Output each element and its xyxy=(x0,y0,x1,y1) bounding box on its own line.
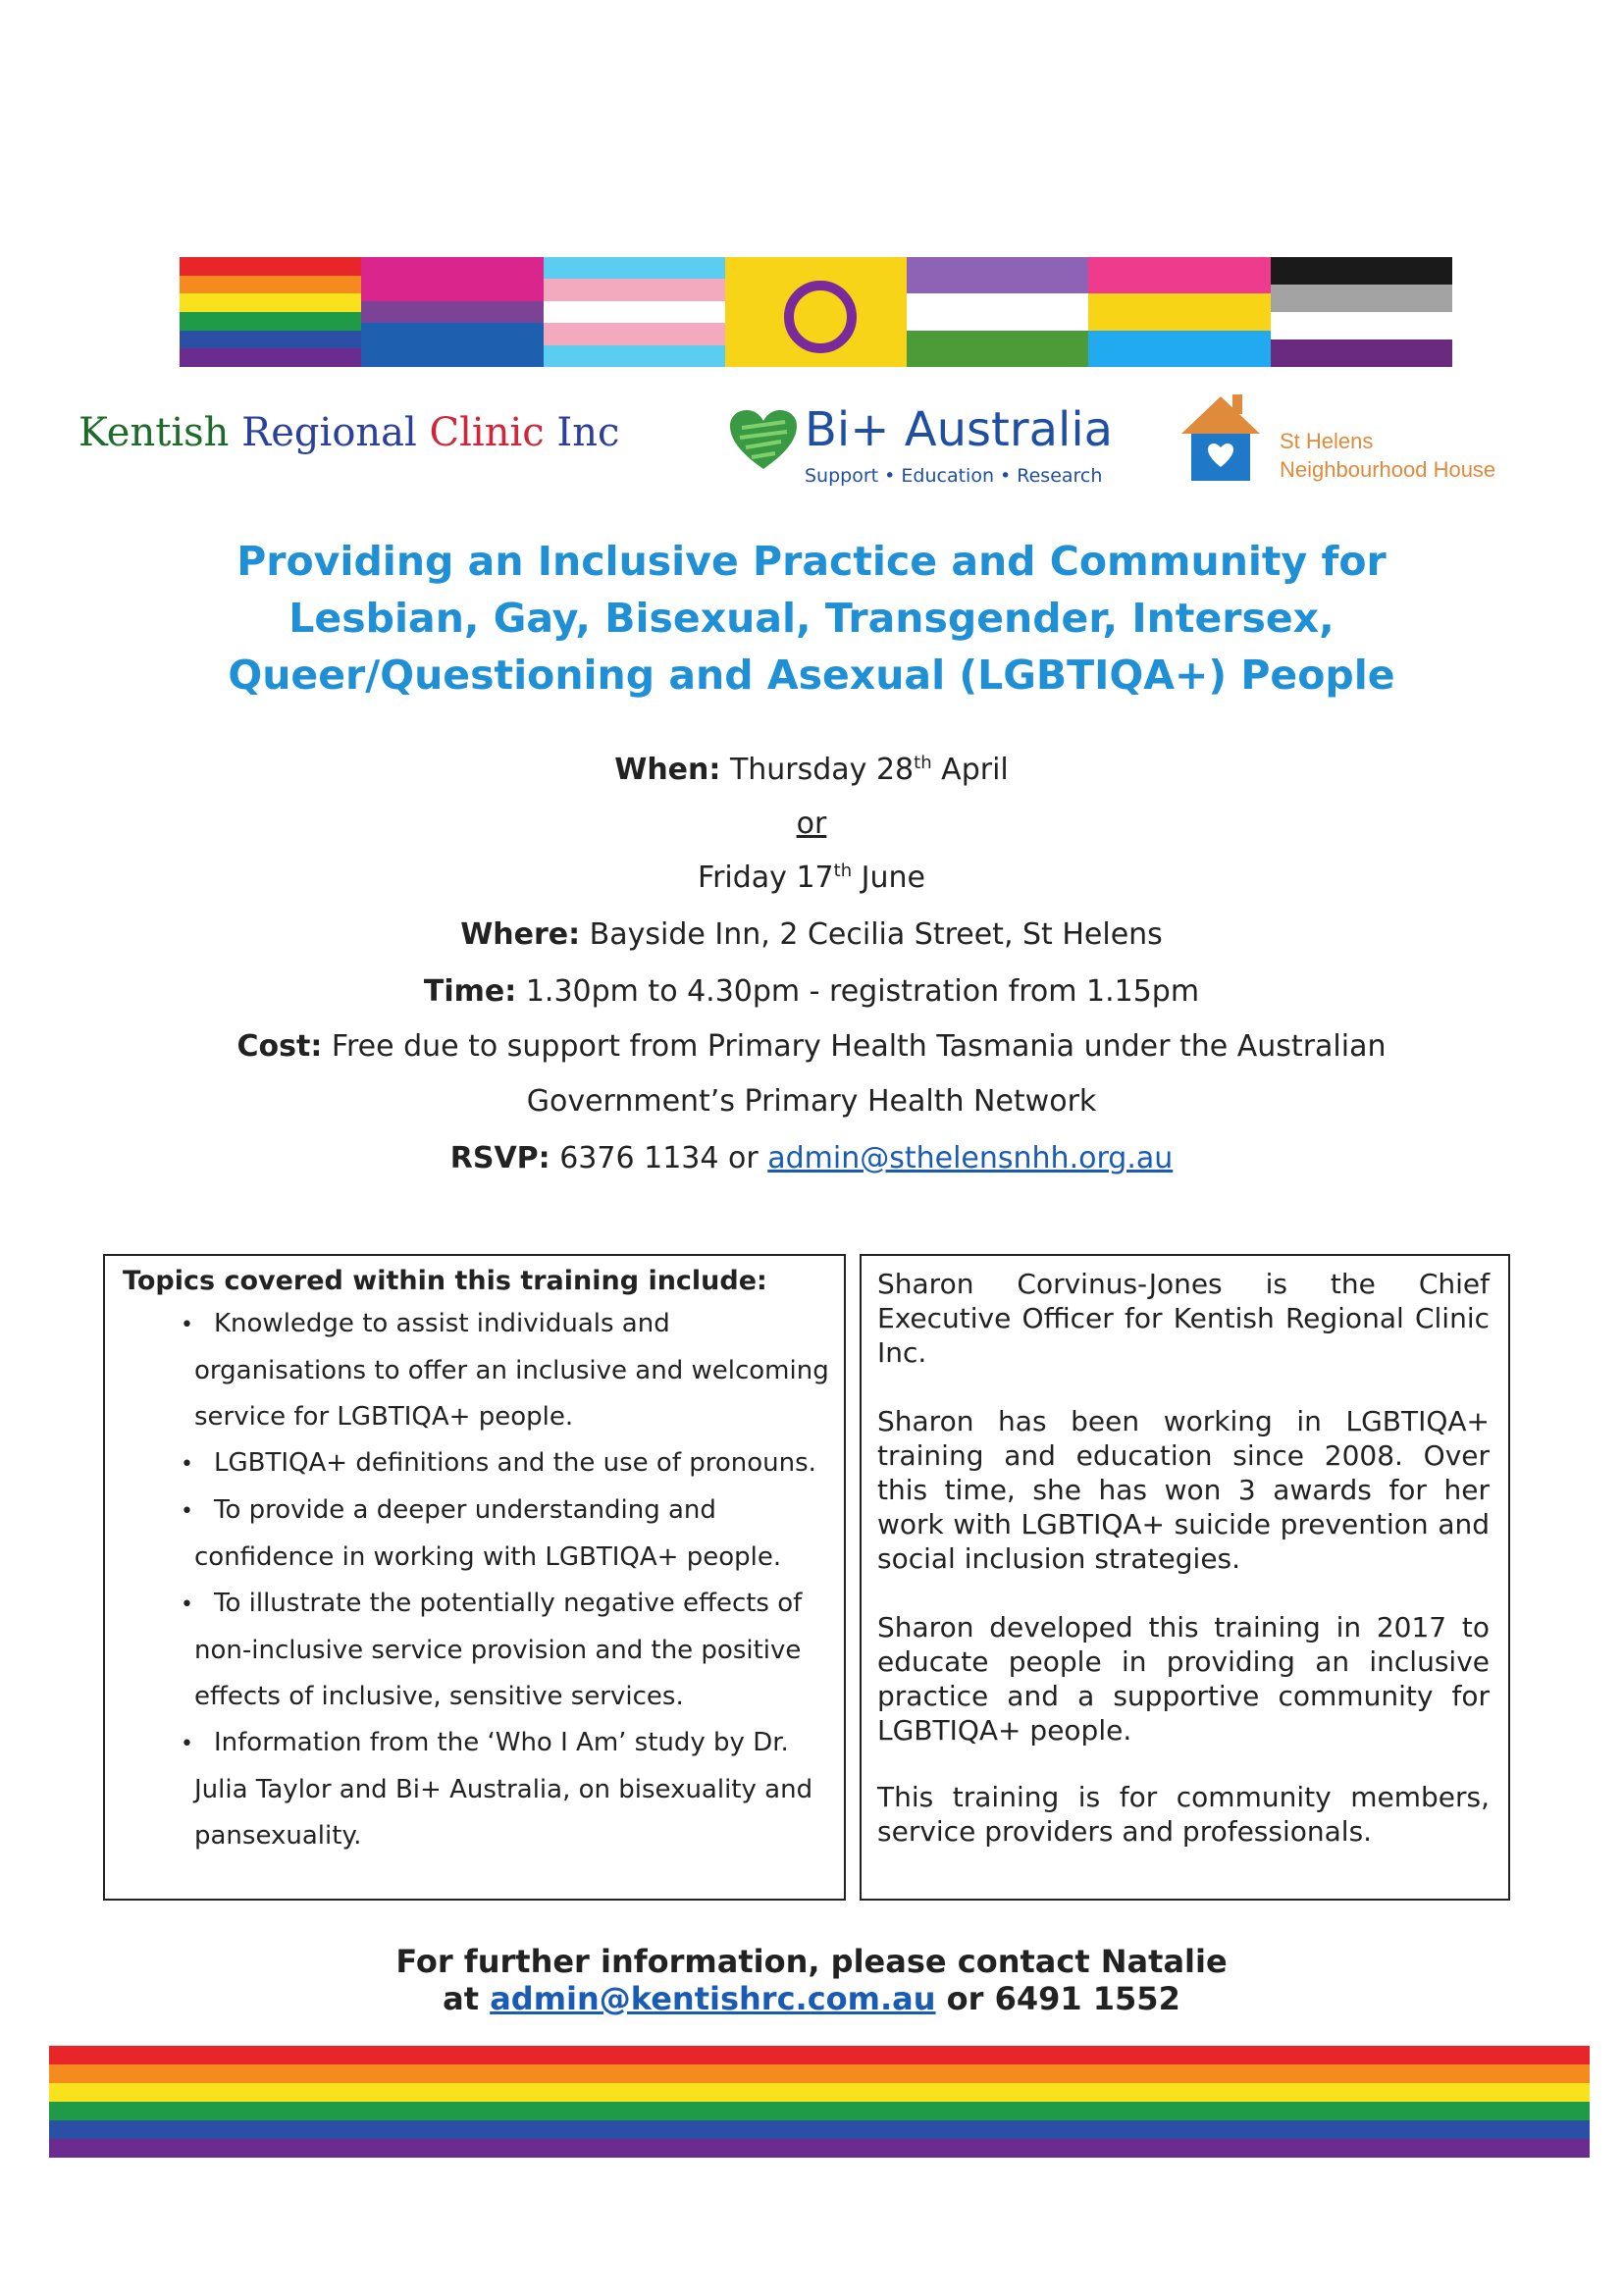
footer-email-link[interactable]: admin@kentishrc.com.au xyxy=(490,1980,936,2017)
bio-paragraph-4: This training is for community members, service providers and professionals. xyxy=(877,1781,1490,1848)
house-icon xyxy=(1181,391,1260,483)
rainbow-stripe xyxy=(49,2046,1590,2064)
topic-item xyxy=(126,1301,834,1440)
genderqueer-flag xyxy=(907,257,1088,367)
pansexual-flag xyxy=(1088,257,1270,367)
bullet-icon: • xyxy=(181,1499,193,1524)
intersex-ring-icon xyxy=(784,281,857,353)
or-text: or xyxy=(796,807,827,841)
bi-australia-tagline: Support • Education • Research xyxy=(805,465,1103,487)
rainbow-stripe xyxy=(49,2139,1590,2158)
page-title xyxy=(118,533,1505,704)
bi-australia-name: Bi+ Australia xyxy=(805,402,1114,457)
bullet-icon: • xyxy=(181,1313,193,1337)
rsvp-phone: 6376 1134 or xyxy=(559,1141,759,1175)
rainbow-stripe xyxy=(49,2120,1590,2139)
title-line-3: Queer/Questioning and Asexual (LGBTIQA+) People xyxy=(228,652,1395,699)
transgender-flag xyxy=(544,257,725,367)
title-line-2: Lesbian, Gay, Bisexual, Transgender, Intersex, xyxy=(288,595,1335,642)
date1-day: Thursday 28 xyxy=(729,753,915,787)
footer-suffix: or 6491 1552 xyxy=(946,1980,1180,2017)
topics-list xyxy=(126,1301,834,1859)
topic-text: LGBTIQA+ definitions and the use of pronouns. xyxy=(214,1448,816,1478)
topic-text: To illustrate the potentially negative effects of non-inclusive service provision and the positive effects of inclusive, sensitive services. xyxy=(194,1589,803,1711)
cost-value-2: Government’s Primary Health Network xyxy=(526,1084,1097,1119)
where-label: Where: xyxy=(460,917,581,952)
date2-month: June xyxy=(861,861,925,895)
bisexual-flag xyxy=(361,257,543,367)
bio-paragraph-2: Sharon has been working in LGBTIQA+ training and education since 2008. Over this time, she has won 3 awards for her work with LGBTIQA+ suicide prevention and social inclusion strategies. xyxy=(877,1405,1490,1575)
topic-item xyxy=(126,1720,834,1859)
topic-item xyxy=(126,1581,834,1720)
heart-icon xyxy=(728,408,799,473)
cost-line-1 xyxy=(118,1027,1505,1067)
logo-word-regional: Regional xyxy=(241,410,417,455)
rainbow-stripe xyxy=(49,2083,1590,2102)
footer-line-2 xyxy=(118,1980,1505,2017)
date2-line xyxy=(118,859,1505,898)
cost-value-1: Free due to support from Primary Health Tasmania under the Australian xyxy=(331,1029,1387,1064)
footer-line-1: For further information, please contact Natalie xyxy=(395,1943,1228,1980)
logo-word-clinic: Clinic xyxy=(429,410,545,455)
intersex-flag xyxy=(725,257,907,367)
topic-text: Knowledge to assist individuals and organisations to offer an inclusive and welcoming service for LGBTIQA+ people. xyxy=(194,1309,829,1432)
st-helens-logo-line2: Neighbourhood House xyxy=(1280,457,1496,482)
rsvp-label: RSVP: xyxy=(449,1141,550,1175)
topics-heading: Topics covered within this training include: xyxy=(123,1266,767,1296)
bullet-icon: • xyxy=(181,1592,193,1617)
date2-day: Friday 17 xyxy=(698,861,834,895)
rainbow-footer-banner xyxy=(49,2046,1590,2158)
time-value: 1.30pm to 4.30pm - registration from 1.15pm xyxy=(525,974,1200,1009)
when-label: When: xyxy=(614,753,721,787)
date2-suffix: th xyxy=(833,861,853,881)
bullet-icon: • xyxy=(181,1452,193,1477)
topic-item xyxy=(126,1440,834,1487)
cost-label: Cost: xyxy=(236,1029,323,1064)
where-line xyxy=(118,915,1505,955)
time-label: Time: xyxy=(423,974,517,1009)
date1-suffix: th xyxy=(914,753,932,773)
rainbow-stripe xyxy=(49,2064,1590,2083)
time-line xyxy=(118,972,1505,1012)
topic-text: Information from the ‘Who I Am’ study by Dr. Julia Taylor and Bi+ Australia, on bisexuality and pansexuality. xyxy=(194,1728,813,1851)
when-line xyxy=(118,751,1505,790)
pride-flags-banner xyxy=(180,257,1452,367)
footer-prefix: at xyxy=(443,1980,480,2017)
or-line xyxy=(118,805,1505,844)
rainbow-pride-flag xyxy=(180,257,361,367)
where-value: Bayside Inn, 2 Cecilia Street, St Helens xyxy=(589,917,1163,952)
logo-word-kentish: Kentish xyxy=(79,410,230,455)
rainbow-stripe xyxy=(49,2102,1590,2120)
topic-text: To provide a deeper understanding and confidence in working with LGBTIQA+ people. xyxy=(194,1495,782,1572)
cost-line-2 xyxy=(118,1082,1505,1122)
kentish-regional-clinic-logo xyxy=(79,410,619,455)
bio-paragraph-3: Sharon developed this training in 2017 to educate people in providing an inclusive practice and a supportive community for LGBTIQA+ people. xyxy=(877,1611,1490,1747)
title-line-1: Providing an Inclusive Practice and Community for xyxy=(236,538,1387,585)
bullet-icon: • xyxy=(181,1732,193,1756)
rsvp-email-link[interactable]: admin@sthelensnhh.org.au xyxy=(767,1141,1174,1175)
logo-word-inc: Inc xyxy=(556,410,620,455)
st-helens-logo-line1: St Helens xyxy=(1280,429,1374,453)
asexual-flag xyxy=(1271,257,1452,367)
date1-month: April xyxy=(941,753,1009,787)
topic-item xyxy=(126,1487,834,1581)
rsvp-line xyxy=(118,1139,1505,1178)
bio-paragraph-1: Sharon Corvinus-Jones is the Chief Executive Officer for Kentish Regional Clinic Inc. xyxy=(877,1268,1490,1369)
